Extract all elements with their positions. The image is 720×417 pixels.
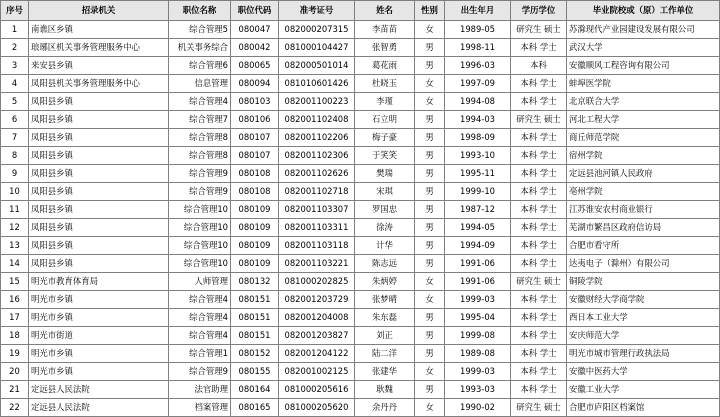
table-row (1, 327, 720, 345)
cell-agency: 明光市街道 (29, 327, 169, 345)
table-row (1, 111, 720, 129)
cell-agency: 凤阳县乡镇 (29, 237, 169, 255)
cell-agency: 定远县人民法院 (29, 399, 169, 417)
cell-exam-number: 082001102206 (279, 129, 355, 147)
cell-position-code: 080107 (231, 129, 279, 147)
cell-position: 机关事务综合 (169, 39, 231, 57)
cell-agency: 凤阳县乡镇 (29, 93, 169, 111)
cell-position: 综合管理10 (169, 201, 231, 219)
cell-agency: 凤阳县乡镇 (29, 165, 169, 183)
cell-birth: 1987-12 (445, 201, 511, 219)
cell-name: 石立明 (355, 111, 415, 129)
cell-position: 信息管理 (169, 75, 231, 93)
cell-exam-number: 082001100223 (279, 93, 355, 111)
cell-index: 14 (1, 255, 29, 273)
cell-birth: 1993-10 (445, 147, 511, 165)
cell-education: 本科 (511, 57, 567, 75)
cell-gender: 男 (415, 165, 445, 183)
cell-gender: 男 (415, 381, 445, 399)
cell-school-employer: 宿州学院 (567, 147, 720, 165)
cell-position: 法官助理 (169, 381, 231, 399)
cell-index: 22 (1, 399, 29, 417)
cell-school-employer: 安徽中医药大学 (567, 363, 720, 381)
cell-name: 张智勇 (355, 39, 415, 57)
cell-gender: 男 (415, 111, 445, 129)
cell-position-code: 080152 (231, 345, 279, 363)
cell-exam-number: 082001102718 (279, 183, 355, 201)
cell-position: 综合管理9 (169, 363, 231, 381)
cell-exam-number: 081000104427 (279, 39, 355, 57)
cell-birth: 1994-05 (445, 219, 511, 237)
cell-index: 3 (1, 57, 29, 75)
cell-birth: 1999-03 (445, 363, 511, 381)
cell-gender: 男 (415, 201, 445, 219)
table-row (1, 129, 720, 147)
cell-school-employer: 达夷电子（滁州）有限公司 (567, 255, 720, 273)
cell-agency: 凤阳县乡镇 (29, 219, 169, 237)
cell-birth: 1989-08 (445, 345, 511, 363)
table-row (1, 363, 720, 381)
cell-birth: 1999-03 (445, 291, 511, 309)
cell-name: 李苗苗 (355, 21, 415, 39)
header-row (1, 1, 720, 21)
cell-index: 15 (1, 273, 29, 291)
cell-birth: 1993-03 (445, 381, 511, 399)
cell-education: 本科 学士 (511, 291, 567, 309)
cell-birth: 1991-06 (445, 255, 511, 273)
cell-position: 综合管理5 (169, 21, 231, 39)
cell-position-code: 080108 (231, 183, 279, 201)
table-row (1, 345, 720, 363)
table-row (1, 219, 720, 237)
cell-exam-number: 081000205616 (279, 381, 355, 399)
cell-gender: 男 (415, 219, 445, 237)
cell-agency: 明光市乡镇 (29, 309, 169, 327)
cell-birth: 1998-11 (445, 39, 511, 57)
cell-school-employer: 江苏淮安农村商业银行 (567, 201, 720, 219)
table-row (1, 309, 720, 327)
cell-position-code: 080109 (231, 219, 279, 237)
cell-birth: 1989-05 (445, 21, 511, 39)
cell-exam-number: 082001102408 (279, 111, 355, 129)
cell-gender: 男 (415, 129, 445, 147)
cell-school-employer: 蚌埠医学院 (567, 75, 720, 93)
cell-agency: 南谯区乡镇 (29, 21, 169, 39)
cell-education: 本科 学士 (511, 129, 567, 147)
table-row (1, 75, 720, 93)
cell-education: 研究生 硕士 (511, 21, 567, 39)
cell-agency: 琅琊区机关事务管理服务中心 (29, 39, 169, 57)
cell-index: 10 (1, 183, 29, 201)
col-header-index: 序号 (1, 1, 29, 21)
cell-exam-number: 082001204122 (279, 345, 355, 363)
cell-position: 综合管理6 (169, 57, 231, 75)
cell-agency: 定远县人民法院 (29, 381, 169, 399)
cell-name: 陈志远 (355, 255, 415, 273)
cell-exam-number: 082000207315 (279, 21, 355, 39)
table-row (1, 273, 720, 291)
col-header-exam-number: 准考证号 (279, 1, 355, 21)
cell-education: 本科 学士 (511, 237, 567, 255)
cell-position-code: 080107 (231, 147, 279, 165)
cell-position-code: 080151 (231, 309, 279, 327)
cell-school-employer: 西日本工业大学 (567, 309, 720, 327)
cell-name: 杜晓玉 (355, 75, 415, 93)
cell-education: 本科 学士 (511, 219, 567, 237)
table-row (1, 291, 720, 309)
cell-education: 研究生 硕士 (511, 399, 567, 417)
cell-position: 综合管理8 (169, 147, 231, 165)
cell-position-code: 080106 (231, 111, 279, 129)
table-row (1, 399, 720, 417)
cell-name: 于笑笑 (355, 147, 415, 165)
col-header-school-employer: 毕业院校或（原）工作单位 (567, 1, 720, 21)
cell-agency: 凤阳县乡镇 (29, 147, 169, 165)
cell-exam-number: 082001002125 (279, 363, 355, 381)
cell-birth: 1996-03 (445, 57, 511, 75)
cell-exam-number: 082001103118 (279, 237, 355, 255)
cell-education: 本科 学士 (511, 93, 567, 111)
cell-school-employer: 芜湖市繁昌区政府信访局 (567, 219, 720, 237)
table-row (1, 183, 720, 201)
cell-birth: 1994-09 (445, 237, 511, 255)
cell-index: 19 (1, 345, 29, 363)
cell-birth: 1991-06 (445, 273, 511, 291)
cell-name: 徐涛 (355, 219, 415, 237)
cell-position: 综合管理4 (169, 93, 231, 111)
cell-education: 本科 学士 (511, 345, 567, 363)
table-row (1, 381, 720, 399)
cell-exam-number: 082001203827 (279, 327, 355, 345)
cell-gender: 女 (415, 399, 445, 417)
cell-name: 耿魏 (355, 381, 415, 399)
cell-name: 朱炳婷 (355, 273, 415, 291)
cell-education: 本科 学士 (511, 39, 567, 57)
cell-birth: 1994-03 (445, 111, 511, 129)
cell-index: 6 (1, 111, 29, 129)
table-row (1, 165, 720, 183)
cell-gender: 女 (415, 21, 445, 39)
cell-position-code: 080164 (231, 381, 279, 399)
cell-gender: 男 (415, 147, 445, 165)
cell-index: 12 (1, 219, 29, 237)
table-row (1, 93, 720, 111)
cell-gender: 男 (415, 57, 445, 75)
cell-exam-number: 081000202825 (279, 273, 355, 291)
cell-position-code: 080042 (231, 39, 279, 57)
cell-birth: 1999-10 (445, 183, 511, 201)
cell-birth: 1990-02 (445, 399, 511, 417)
cell-name: 张建华 (355, 363, 415, 381)
cell-index: 16 (1, 291, 29, 309)
cell-index: 18 (1, 327, 29, 345)
cell-name: 刘正 (355, 327, 415, 345)
cell-exam-number: 082001103311 (279, 219, 355, 237)
cell-birth: 1998-09 (445, 129, 511, 147)
cell-position: 档案管理 (169, 399, 231, 417)
cell-exam-number: 082001102626 (279, 165, 355, 183)
cell-birth: 1995-11 (445, 165, 511, 183)
table-row (1, 39, 720, 57)
cell-index: 7 (1, 129, 29, 147)
cell-school-employer: 安庆师范大学 (567, 327, 720, 345)
cell-education: 本科 学士 (511, 363, 567, 381)
cell-education: 研究生 硕士 (511, 111, 567, 129)
cell-name: 宋琪 (355, 183, 415, 201)
col-header-name: 姓名 (355, 1, 415, 21)
col-header-gender: 性别 (415, 1, 445, 21)
cell-agency: 凤阳县乡镇 (29, 129, 169, 147)
cell-gender: 女 (415, 291, 445, 309)
table-row (1, 147, 720, 165)
cell-gender: 女 (415, 93, 445, 111)
cell-position-code: 080155 (231, 363, 279, 381)
cell-name: 葛花雨 (355, 57, 415, 75)
cell-position: 综合管理10 (169, 255, 231, 273)
cell-position: 综合管理7 (169, 111, 231, 129)
cell-index: 5 (1, 93, 29, 111)
cell-name: 李瑾 (355, 93, 415, 111)
table-row (1, 57, 720, 75)
cell-exam-number: 081010601426 (279, 75, 355, 93)
cell-position: 综合管理9 (169, 183, 231, 201)
cell-position-code: 080109 (231, 237, 279, 255)
cell-index: 8 (1, 147, 29, 165)
cell-name: 樊瑞 (355, 165, 415, 183)
cell-position-code: 080165 (231, 399, 279, 417)
cell-index: 20 (1, 363, 29, 381)
col-header-agency: 招录机关 (29, 1, 169, 21)
col-header-birth: 出生年月 (445, 1, 511, 21)
cell-gender: 女 (415, 75, 445, 93)
cell-agency: 凤阳县乡镇 (29, 255, 169, 273)
table-row (1, 255, 720, 273)
cell-education: 本科 学士 (511, 183, 567, 201)
cell-birth: 1995-04 (445, 309, 511, 327)
cell-birth: 1994-08 (445, 93, 511, 111)
cell-position-code: 080109 (231, 201, 279, 219)
cell-index: 21 (1, 381, 29, 399)
cell-school-employer: 北京联合大学 (567, 93, 720, 111)
cell-agency: 明光市教育体育局 (29, 273, 169, 291)
cell-birth: 1999-08 (445, 327, 511, 345)
cell-school-employer: 河北工程大学 (567, 111, 720, 129)
col-header-position-code: 职位代码 (231, 1, 279, 21)
cell-school-employer: 武汉大学 (567, 39, 720, 57)
cell-birth: 1997-09 (445, 75, 511, 93)
cell-agency: 明光市乡镇 (29, 363, 169, 381)
cell-agency: 明光市乡镇 (29, 345, 169, 363)
cell-exam-number: 082000501014 (279, 57, 355, 75)
cell-name: 余丹丹 (355, 399, 415, 417)
cell-exam-number: 082001102306 (279, 147, 355, 165)
cell-position-code: 080151 (231, 291, 279, 309)
cell-position: 综合管理4 (169, 327, 231, 345)
cell-school-employer: 安徽顺风工程咨询有限公司 (567, 57, 720, 75)
cell-index: 4 (1, 75, 29, 93)
cell-position: 综合管理1 (169, 345, 231, 363)
cell-position-code: 080103 (231, 93, 279, 111)
cell-exam-number: 082001103307 (279, 201, 355, 219)
cell-position-code: 080065 (231, 57, 279, 75)
cell-school-employer: 定远县池河镇人民政府 (567, 165, 720, 183)
cell-exam-number: 082001204008 (279, 309, 355, 327)
table-body (1, 21, 720, 417)
cell-name: 陆二洋 (355, 345, 415, 363)
cell-education: 本科 学士 (511, 327, 567, 345)
cell-index: 1 (1, 21, 29, 39)
cell-education: 本科 学士 (511, 165, 567, 183)
cell-school-employer: 安徽财经大学商学院 (567, 291, 720, 309)
cell-gender: 男 (415, 345, 445, 363)
cell-position-code: 080108 (231, 165, 279, 183)
cell-gender: 男 (415, 237, 445, 255)
cell-agency: 凤阳县机关事务管理服务中心 (29, 75, 169, 93)
cell-position-code: 080047 (231, 21, 279, 39)
cell-index: 13 (1, 237, 29, 255)
cell-position-code: 080151 (231, 327, 279, 345)
cell-school-employer: 铜陵学院 (567, 273, 720, 291)
cell-position-code: 080109 (231, 255, 279, 273)
cell-exam-number: 082001203729 (279, 291, 355, 309)
table-row (1, 201, 720, 219)
cell-education: 研究生 硕士 (511, 273, 567, 291)
cell-index: 2 (1, 39, 29, 57)
cell-school-employer: 明光市城市管理行政执法局 (567, 345, 720, 363)
cell-gender: 男 (415, 327, 445, 345)
cell-school-employer: 合肥市庐阳区档案馆 (567, 399, 720, 417)
cell-index: 11 (1, 201, 29, 219)
cell-name: 朱东磊 (355, 309, 415, 327)
cell-position-code: 080094 (231, 75, 279, 93)
cell-position: 人师管理 (169, 273, 231, 291)
cell-school-employer: 合肥市看守所 (567, 237, 720, 255)
cell-position: 综合管理8 (169, 129, 231, 147)
cell-position: 综合管理10 (169, 237, 231, 255)
cell-education: 本科 学士 (511, 381, 567, 399)
cell-education: 本科 学士 (511, 309, 567, 327)
cell-index: 17 (1, 309, 29, 327)
col-header-position: 职位名称 (169, 1, 231, 21)
cell-position-code: 080132 (231, 273, 279, 291)
cell-gender: 男 (415, 309, 445, 327)
cell-position: 综合管理4 (169, 291, 231, 309)
cell-school-employer: 亳州学院 (567, 183, 720, 201)
cell-name: 张梦晴 (355, 291, 415, 309)
cell-index: 9 (1, 165, 29, 183)
cell-school-employer: 商丘师范学院 (567, 129, 720, 147)
table-row (1, 237, 720, 255)
cell-agency: 凤阳县乡镇 (29, 201, 169, 219)
cell-name: 罗国忠 (355, 201, 415, 219)
cell-gender: 男 (415, 255, 445, 273)
cell-gender: 女 (415, 363, 445, 381)
cell-name: 梅子豪 (355, 129, 415, 147)
cell-school-employer: 安徽工业大学 (567, 381, 720, 399)
cell-agency: 来安县乡镇 (29, 57, 169, 75)
cell-exam-number: 082001103221 (279, 255, 355, 273)
cell-exam-number: 081000205620 (279, 399, 355, 417)
cell-position: 综合管理9 (169, 165, 231, 183)
cell-education: 本科 学士 (511, 255, 567, 273)
cell-education: 本科 学士 (511, 75, 567, 93)
cell-gender: 女 (415, 273, 445, 291)
cell-name: 计华 (355, 237, 415, 255)
table-row (1, 21, 720, 39)
cell-agency: 凤阳县乡镇 (29, 183, 169, 201)
cell-gender: 男 (415, 183, 445, 201)
col-header-education: 学历学位 (511, 1, 567, 21)
cell-education: 本科 学士 (511, 201, 567, 219)
cell-gender: 男 (415, 39, 445, 57)
cell-position: 综合管理4 (169, 309, 231, 327)
cell-education: 本科 学士 (511, 147, 567, 165)
cell-school-employer: 苏滁现代产业园建设发展有限公司 (567, 21, 720, 39)
cell-agency: 凤阳县乡镇 (29, 111, 169, 129)
cell-position: 综合管理10 (169, 219, 231, 237)
cell-agency: 明光市乡镇 (29, 291, 169, 309)
